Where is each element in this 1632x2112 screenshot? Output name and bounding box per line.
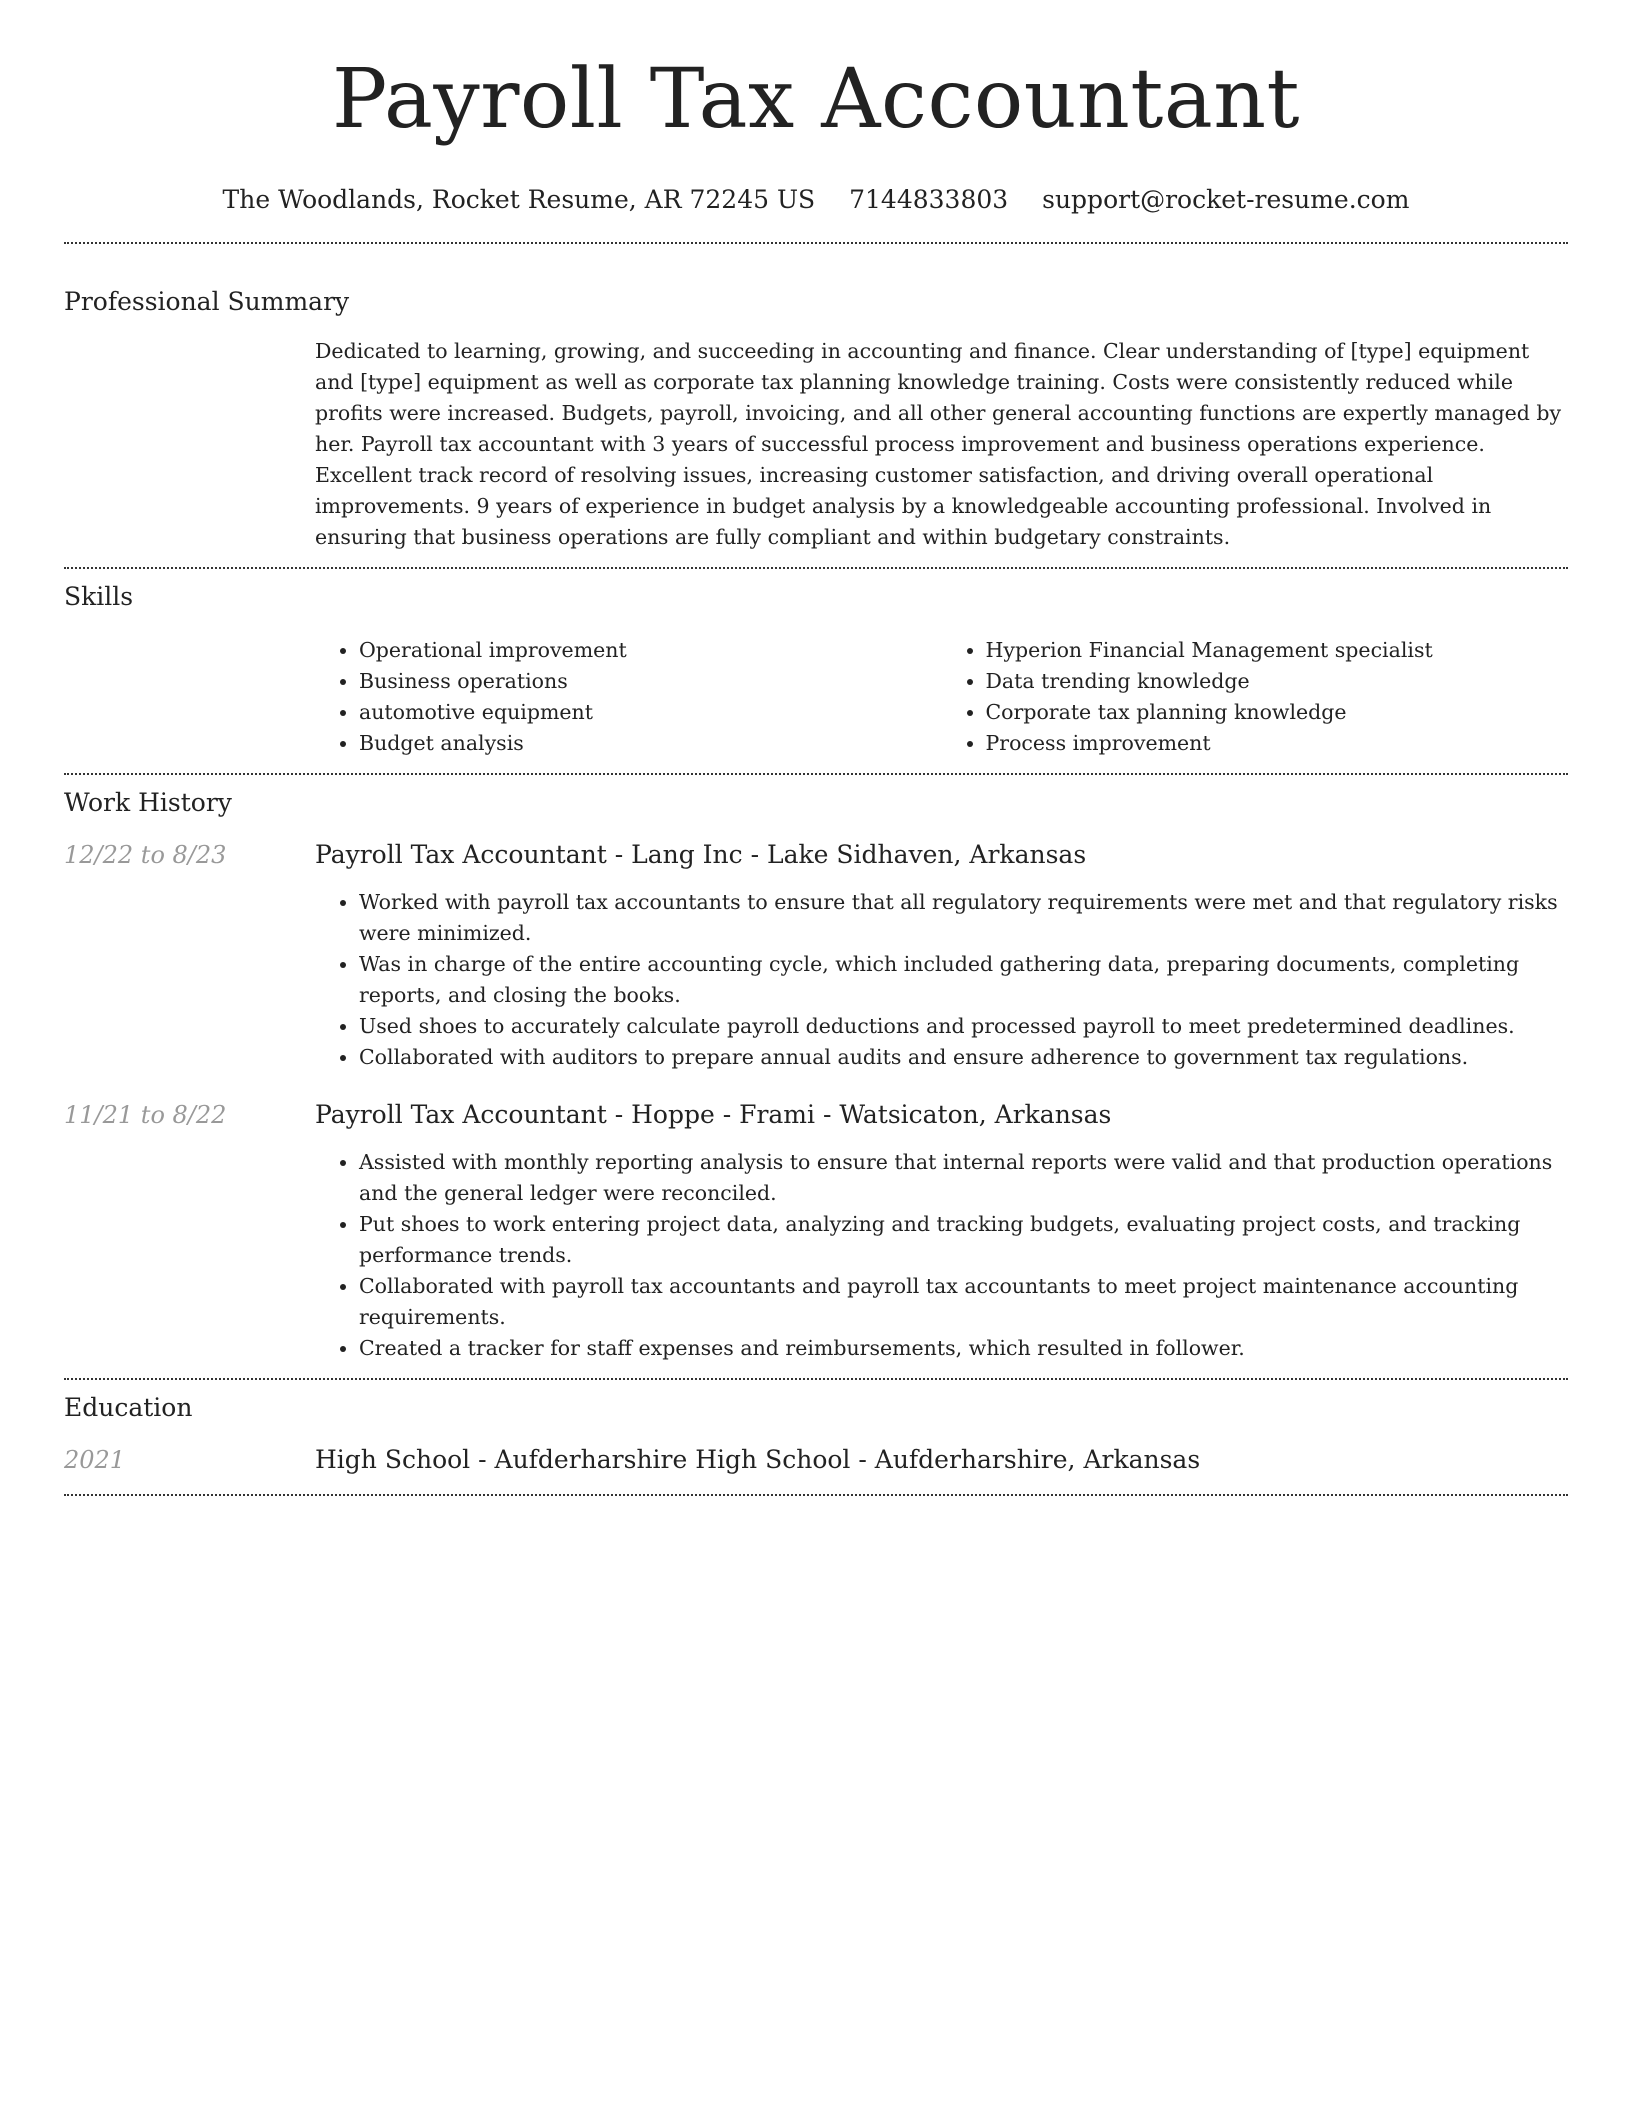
job-bullet: • Created a tracker for staff expenses and reimbursements, which resulted in follower. <box>359 1333 1568 1364</box>
job-entry <box>64 839 1568 1073</box>
section-divider <box>64 1494 1568 1496</box>
skill-item: • automotive equipment <box>359 697 942 728</box>
job-bullets <box>315 887 1568 1073</box>
skill-item: • Operational improvement <box>359 635 942 666</box>
education-year: 2021 <box>64 1446 126 1474</box>
job-bullet: • Worked with payroll tax accountants to ensure that all regulatory requirements were met and that regulatory risks were minimized. <box>359 887 1568 949</box>
job-bullet: • Put shoes to work entering project data, analyzing and tracking budgets, evaluating project costs, and tracking performance trends. <box>359 1209 1568 1271</box>
summary-heading: Professional Summary <box>64 287 350 316</box>
contact-address: The Woodlands, Rocket Resume, AR 72245 US <box>222 185 816 214</box>
skill-item: • Process improvement <box>986 728 1569 759</box>
skills-heading: Skills <box>64 582 134 611</box>
job-dates: 12/22 to 8/23 <box>64 841 227 869</box>
skill-item: • Corporate tax planning knowledge <box>986 697 1569 728</box>
job-bullet: • Collaborated with payroll tax accountants and payroll tax accountants to meet project maintenance accounting requirements. <box>359 1271 1568 1333</box>
skills-grid <box>315 635 1568 759</box>
job-dates: 11/21 to 8/22 <box>64 1101 227 1129</box>
job-heading: Payroll Tax Accountant - Lang Inc - Lake Sidhaven, Arkansas <box>315 840 1087 869</box>
skill-item: • Hyperion Financial Management specialist <box>986 635 1569 666</box>
education-heading: Education <box>64 1393 193 1422</box>
job-bullet: • Was in charge of the entire accounting cycle, which included gathering data, preparing documents, completing reports, and closing the books. <box>359 949 1568 1011</box>
job-bullet: • Assisted with monthly reporting analysis to ensure that internal reports were valid and that production operations and the general ledger were reconciled. <box>359 1147 1568 1209</box>
skills-column-right <box>942 635 1569 759</box>
resume-page <box>64 0 1568 1496</box>
job-heading: Payroll Tax Accountant - Hoppe - Frami - Watsicaton, Arkansas <box>315 1100 1112 1129</box>
job-body <box>315 1099 1568 1364</box>
job-bullets <box>315 1147 1568 1364</box>
job-bullet: • Used shoes to accurately calculate payroll deductions and processed payroll to meet predetermined deadlines. <box>359 1011 1568 1042</box>
contact-phone: 7144833803 <box>849 185 1009 214</box>
contact-line <box>64 184 1568 216</box>
education-section <box>64 1380 1568 1494</box>
candidate-name: Payroll Tax Accountant <box>332 52 1300 147</box>
job-bullet: • Collaborated with auditors to prepare annual audits and ensure adherence to government tax regulations. <box>359 1042 1568 1073</box>
skills-column-left <box>315 635 942 759</box>
skill-item: • Data trending knowledge <box>986 666 1569 697</box>
work-history-heading: Work History <box>64 788 232 817</box>
contact-email: support@rocket-resume.com <box>1042 185 1410 214</box>
job-entry <box>64 1099 1568 1364</box>
skill-item: • Budget analysis <box>359 728 942 759</box>
summary-section <box>64 244 1568 567</box>
education-heading-line: High School - Aufderharshire High School - Aufderharshire, Arkansas <box>315 1445 1201 1474</box>
job-body <box>315 839 1568 1073</box>
education-entry <box>64 1444 1568 1476</box>
summary-text: Dedicated to learning, growing, and succeeding in accounting and finance. Clear understanding of [type] equipment and [type] equipment as well as corporate tax planning knowledge training. Costs were consistently reduced while profits were increased. Budgets, payroll, invoicing, and all other general accounting functions are expertly managed by her. Payroll tax accountant with 3 years of successful process improvement and business operations experience. Excellent track record of resolving issues, increasing customer satisfaction, and driving overall operational improvements. 9 years of experience in budget analysis by a knowledgeable accounting professional. Involved in ensuring that business operations are fully compliant and within budgetary constraints. <box>315 339 1562 549</box>
work-history-section <box>64 775 1568 1378</box>
skills-section <box>64 569 1568 773</box>
skill-item: • Business operations <box>359 666 942 697</box>
